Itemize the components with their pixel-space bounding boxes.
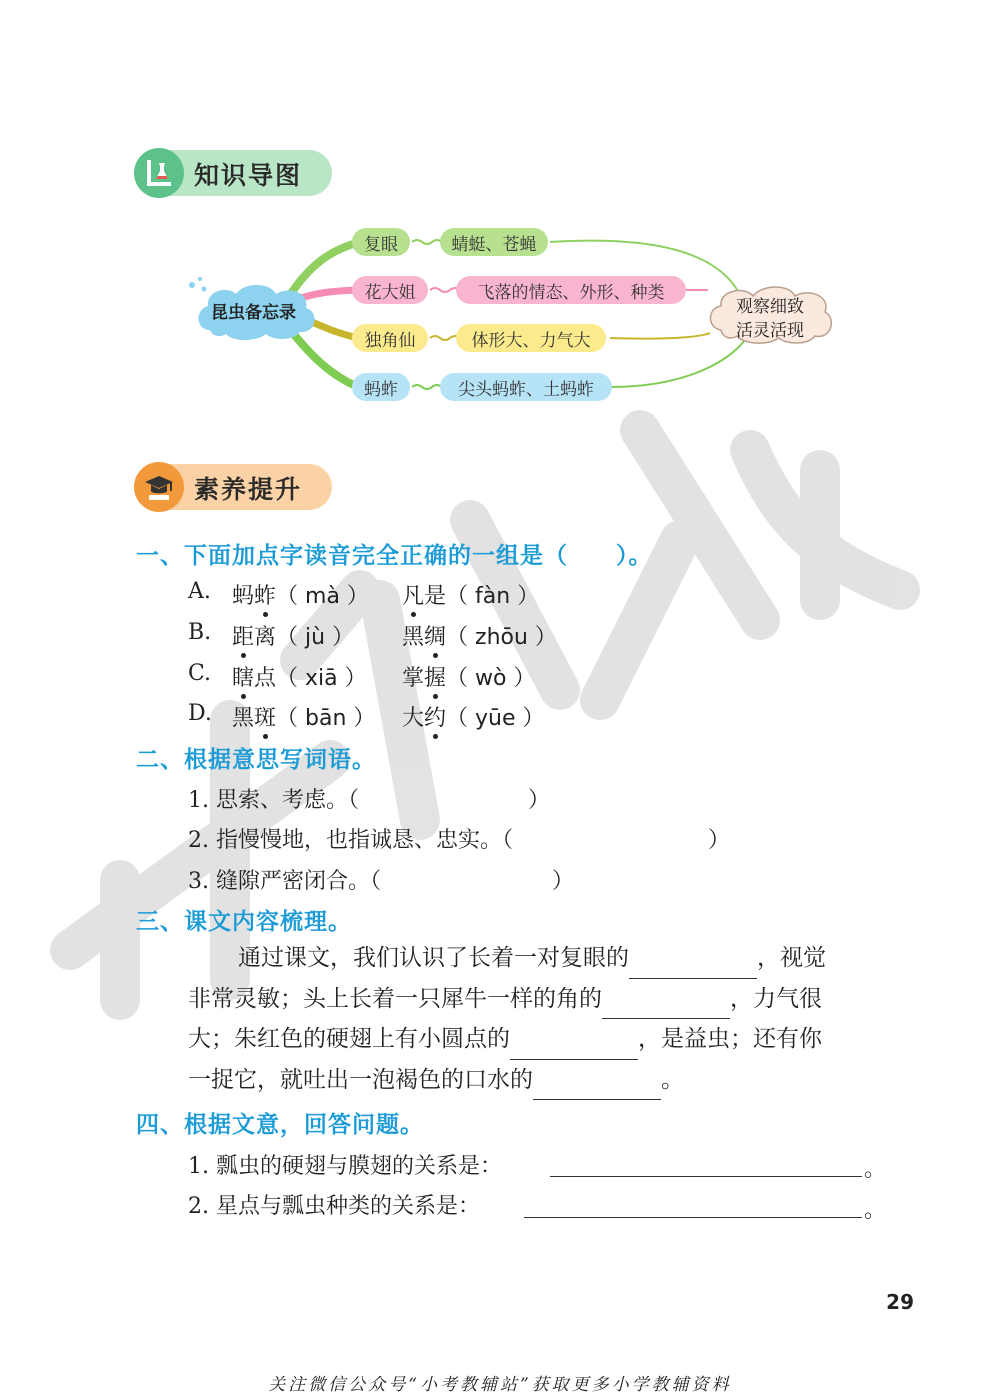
option-word-1: 距离（ jù ） bbox=[232, 620, 354, 651]
mindmap-root: 昆虫备忘录 bbox=[211, 303, 296, 323]
option-word-2: 大约（ yūe ） bbox=[402, 701, 545, 732]
answer-line[interactable] bbox=[550, 1152, 862, 1177]
improve-title: 素养提升 bbox=[194, 475, 303, 504]
branch-ladybug-detail: 飞落的情态、外形、种类 bbox=[456, 276, 686, 304]
q2-title: 二、根据意思写词语。 bbox=[136, 747, 376, 773]
option-word-1: 瞎点（ xiā ） bbox=[232, 661, 367, 692]
branch-grasshopper: 蚂蚱 bbox=[352, 373, 410, 401]
q4-item-2: 2. 星点与瓢虫种类的关系是： bbox=[188, 1194, 480, 1219]
q3-title: 三、课文内容梳理。 bbox=[136, 909, 352, 935]
q2-item-1: 1. 思索、考虑。（ bbox=[188, 788, 359, 813]
knowledge-map-header bbox=[136, 150, 332, 196]
branch-beetle-detail: 体形大、力气大 bbox=[456, 324, 606, 352]
branch-grasshopper-detail: 尖头蚂蚱、土蚂蚱 bbox=[440, 373, 612, 401]
option-word-2: 掌握（ wò ） bbox=[402, 661, 535, 692]
option-letter: B. bbox=[188, 620, 212, 645]
flask-icon bbox=[143, 157, 175, 189]
option-word-1: 蚂蚱（ mà ） bbox=[232, 579, 369, 610]
graduation-badge bbox=[134, 462, 184, 512]
q3-paragraph: 通过课文，我们认识了长着一对复眼的 ，视觉 非常灵敏；头上长着一只犀牛一样的角的 ，力气很 大；朱红色的硬翅上有小圆点的 ，是益虫；还有你 一捉它，就吐出一泡褐色的口水的 。 bbox=[188, 938, 898, 1100]
page-number: 29 bbox=[886, 1290, 914, 1314]
q2-item-1-close: ） bbox=[528, 788, 551, 813]
footer-note: 关注微信公众号“小考教辅站”获取更多小学教辅资料 bbox=[268, 1375, 732, 1395]
q4-title: 四、根据文意，回答问题。 bbox=[136, 1112, 424, 1138]
q1-title: 一、下面加点字读音完全正确的一组是（ ）。 bbox=[136, 543, 653, 569]
option-letter: D. bbox=[188, 701, 212, 726]
answer-line[interactable] bbox=[524, 1193, 862, 1218]
answer-blank[interactable] bbox=[533, 1075, 661, 1100]
answer-blank[interactable] bbox=[629, 954, 757, 979]
option-word-1: 黑斑（ bān ） bbox=[232, 701, 375, 732]
knowledge-map-title: 知识导图 bbox=[194, 161, 303, 190]
q4-item-1-end: 。 bbox=[864, 1157, 887, 1182]
improve-header bbox=[136, 464, 332, 510]
option-word-2: 凡是（ fàn ） bbox=[402, 579, 539, 610]
q4-item-1: 1. 瓢虫的硬翅与膜翅的关系是： bbox=[188, 1154, 502, 1179]
branch-ladybug: 花大姐 bbox=[352, 276, 428, 304]
graduation-cap-icon bbox=[142, 470, 176, 504]
summary-line-2: 活灵活现 bbox=[736, 321, 804, 341]
option-letter: A. bbox=[188, 579, 211, 604]
q4-item-2-end: 。 bbox=[864, 1198, 887, 1223]
summary-line-1: 观察细致 bbox=[736, 297, 804, 317]
q2-item-3-close: ） bbox=[552, 869, 575, 894]
option-word-2: 黑绸（ zhōu ） bbox=[402, 620, 557, 651]
branch-compound-eye: 复眼 bbox=[352, 228, 410, 256]
q2-item-2-close: ） bbox=[708, 828, 731, 853]
branch-compound-eye-detail: 蜻蜓、苍蝇 bbox=[440, 228, 548, 256]
flask-badge bbox=[134, 148, 184, 198]
option-letter: C. bbox=[188, 661, 212, 686]
q2-item-3: 3. 缝隙严密闭合。（ bbox=[188, 869, 381, 894]
answer-blank[interactable] bbox=[602, 994, 730, 1019]
answer-blank[interactable] bbox=[510, 1035, 638, 1060]
q2-item-2: 2. 指慢慢地，也指诚恳、忠实。（ bbox=[188, 828, 513, 853]
branch-beetle: 独角仙 bbox=[352, 324, 428, 352]
